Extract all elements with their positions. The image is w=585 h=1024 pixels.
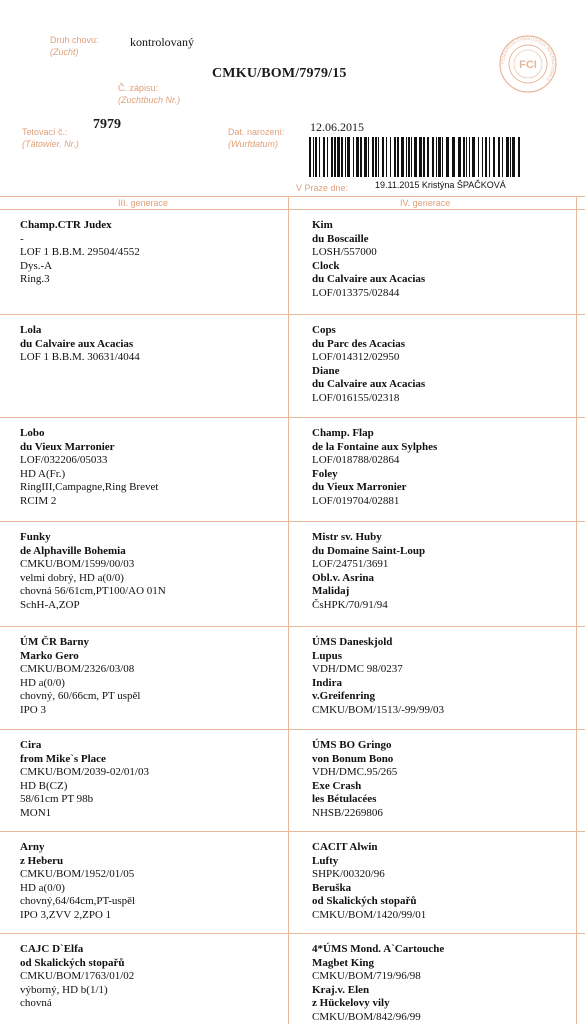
dog-detail-line: RingIII,Campagne,Ring Brevet (20, 481, 159, 493)
dog-name-line: CACIT Alwin (312, 841, 378, 853)
barcode-bar (419, 137, 422, 177)
dog-name-line: du Vieux Marronier (20, 440, 115, 453)
pedigree-cell-right (312, 943, 444, 1024)
dog-name-line: ÚMS BO Gringo (312, 739, 392, 751)
dog-name-line: du Parc des Acacias (312, 337, 405, 350)
pedigree-cell-left (20, 636, 140, 717)
pedigree-cell-left (20, 841, 135, 922)
place-date-signature: 19.11.2015 Kristýna ŠPAČKOVÁ (375, 180, 506, 190)
dog-detail-line: CMKU/BOM/2039-02/01/03 (20, 766, 149, 778)
dog-detail-line: MON1 (20, 806, 52, 819)
row-divider (0, 626, 585, 627)
barcode-bar (401, 137, 404, 177)
dog-name-line: Champ.CTR Judex (20, 219, 112, 231)
dog-name-line: Lobo (20, 427, 45, 439)
barcode-bar (466, 137, 467, 177)
generation-4-header: IV. generace (400, 198, 451, 208)
barcode-bar (498, 137, 500, 177)
reg-label (118, 82, 180, 106)
dog-name-line: Kim (312, 219, 333, 231)
dog-name-line: Marko Gero (20, 649, 79, 662)
dog-detail-line: LOF 1 B.B.M. 29504/4552 (20, 246, 140, 258)
dog-name-line: Lola (20, 324, 42, 336)
generation-3-header: III. generace (118, 198, 169, 208)
dog-detail-line: LOF/013375/02844 (312, 286, 400, 299)
pedigree-cell-right (312, 636, 444, 717)
dog-name-line: von Bonum Bono (312, 752, 394, 765)
reg-label-de: (Zuchtbuch Nr.) (118, 95, 181, 105)
dog-detail-line: NHSB/2269806 (312, 806, 383, 819)
dog-name-line: Clock (312, 259, 340, 272)
dog-name-line: z Heberu (20, 854, 64, 867)
pedigree-cell-right (312, 427, 437, 508)
dog-detail-line: LOF 1 B.B.M. 30631/4044 (20, 351, 140, 363)
barcode-bar (446, 137, 449, 177)
pedigree-cell-left (20, 531, 166, 612)
barcode-bar (438, 137, 441, 177)
barcode-bar (347, 137, 350, 177)
barcode-bar (394, 137, 396, 177)
barcode-bar (482, 137, 483, 177)
pedigree-cell-left (20, 739, 149, 820)
dog-detail-line: - (20, 232, 24, 245)
dog-name-line: Obl.v. Asrina (312, 571, 375, 584)
dog-name-line: v.Greifenring (312, 690, 376, 702)
dog-detail-line: IPO 3 (20, 703, 46, 716)
barcode-bar (315, 137, 317, 177)
barcode-bar (375, 137, 377, 177)
pedigree-cell-left (20, 427, 158, 508)
barcode-bar (390, 137, 391, 177)
dog-name-line: Kraj.v. Elen (312, 983, 370, 996)
birth-label (228, 126, 285, 150)
barcode-bar (319, 137, 320, 177)
dog-name-line: od Skalických stopařů (20, 956, 125, 969)
barcode-bar (408, 137, 410, 177)
row-divider (0, 521, 585, 522)
dog-name-line: Cira (20, 739, 42, 751)
dog-detail-line: HD a(0/0) (20, 881, 65, 894)
barcode-bar (472, 137, 475, 177)
dog-detail-line: LOF/019704/02881 (312, 494, 400, 507)
row-divider (0, 417, 585, 418)
barcode-bar (382, 137, 384, 177)
dog-name-line: Lupus (312, 649, 342, 662)
dog-name-line: Magbet King (312, 956, 375, 969)
dog-detail-line: LOF/016155/02318 (312, 391, 400, 404)
barcode-bar (309, 137, 311, 177)
barcode-bar (406, 137, 407, 177)
pedigree-cell-right (312, 324, 425, 405)
dog-detail-line: LOSH/557000 (312, 246, 377, 258)
tattoo-label-cs: Tetovací č.: (22, 127, 68, 137)
dog-detail-line: CMKU/BOM/2326/03/08 (20, 663, 135, 675)
birth-label-de: (Wurfdatum) (228, 139, 279, 149)
dog-detail-line: chovná (20, 997, 52, 1009)
right-border (576, 196, 577, 1024)
barcode-bar (518, 137, 520, 177)
dog-detail-line: CMKU/BOM/1599/00/03 (20, 558, 135, 570)
dog-detail-line: VDH/DMC 98/0237 (312, 663, 403, 675)
barcode-bar (427, 137, 429, 177)
dog-detail-line: LOF/018788/02864 (312, 454, 400, 466)
dog-name-line: du Boscaille (312, 232, 369, 245)
barcode-bar (469, 137, 470, 177)
birth-label-cs: Dat. narození: (228, 127, 285, 137)
barcode-bar (478, 137, 479, 177)
breed-label-cs: Druh chovu: (50, 35, 99, 45)
dog-detail-line: RCIM 2 (20, 494, 57, 507)
dog-name-line: de Alphaville Bohemia (20, 544, 126, 557)
fci-logo (498, 34, 558, 94)
barcode-bar (337, 137, 340, 177)
dog-detail-line: Dys.-A (20, 259, 53, 272)
barcode-bar (512, 137, 515, 177)
dog-detail-line: SchH-A,ZOP (20, 598, 80, 611)
pedigree-cell-right (312, 841, 426, 922)
row-divider (0, 314, 585, 315)
registration-number: CMKU/BOM/7979/15 (212, 66, 347, 81)
pedigree-cell-right (312, 739, 397, 820)
dog-name-line: Diane (312, 364, 340, 377)
barcode-bar (353, 137, 354, 177)
dog-name-line: de la Fontaine aux Sylphes (312, 440, 438, 453)
dog-detail-line: CMKU/BOM/1952/01/05 (20, 868, 135, 880)
dog-detail-line: velmi dobrý, HD a(0/0) (20, 571, 124, 584)
barcode-bar (378, 137, 379, 177)
dog-detail-line: LOF/24751/3691 (312, 558, 389, 570)
dog-detail-line: CMKU/BOM/1420/99/01 (312, 908, 427, 921)
dog-name-line: du Domaine Saint-Loup (312, 544, 426, 557)
pedigree-cell-left (20, 324, 140, 365)
dog-name-line: from Mike`s Place (20, 752, 106, 765)
dog-detail-line: CMKU/BOM/842/96/99 (312, 1010, 421, 1023)
tattoo-label-de: (Tätowier. Nr.) (22, 139, 79, 149)
dog-name-line: Foley (312, 467, 338, 480)
pedigree-cell-left (20, 219, 140, 287)
place-label: V Praze dne: (296, 183, 349, 193)
dog-name-line: du Calvaire aux Acacias (312, 378, 426, 390)
dog-name-line: Malidaj (312, 585, 350, 597)
dog-detail-line: HD A(Fr.) (20, 467, 66, 480)
breed-value: kontrolovaný (130, 35, 194, 49)
barcode-bar (364, 137, 367, 177)
barcode-bar (432, 137, 434, 177)
barcode-bar (386, 137, 387, 177)
barcode-bar (411, 137, 412, 177)
dog-detail-line: chovná 56/61cm,PT100/AO 01N (20, 585, 166, 597)
dog-detail-line: SHPK/00320/96 (312, 868, 385, 880)
dog-detail-line: CMKU/BOM/1513/-99/99/03 (312, 703, 445, 716)
dog-detail-line: chovný,64/64cm,PT-uspěl (20, 895, 136, 907)
barcode-bar (458, 137, 461, 177)
barcode-bar (442, 137, 443, 177)
barcode-bar (368, 137, 369, 177)
row-divider (0, 729, 585, 730)
barcode-bar (372, 137, 374, 177)
row-divider (0, 933, 585, 934)
dog-detail-line: IPO 3,ZVV 2,ZPO 1 (20, 908, 112, 921)
dog-detail-line: Ring.3 (20, 273, 50, 285)
dog-detail-line: HD a(0/0) (20, 676, 65, 689)
barcode-bar (506, 137, 509, 177)
tattoo-number: 7979 (93, 117, 121, 132)
barcode-bar (360, 137, 362, 177)
barcode-bar (331, 137, 333, 177)
dog-detail-line: ČsHPK/70/91/94 (312, 598, 388, 611)
dog-detail-line: výborný, HD b(1/1) (20, 983, 108, 996)
dog-name-line: Lufty (312, 854, 339, 867)
barcode-bar (397, 137, 399, 177)
dog-name-line: Funky (20, 531, 51, 543)
dog-name-line: Indira (312, 676, 342, 689)
dog-name-line: z Hückelovy vily (312, 997, 390, 1009)
barcode-bar (327, 137, 328, 177)
reg-label-cs: Č. zápisu: (118, 83, 159, 93)
barcode-bar (313, 137, 314, 177)
dog-detail-line: CMKU/BOM/719/96/98 (312, 970, 421, 982)
barcode-bar (323, 137, 325, 177)
barcode-bar (493, 137, 495, 177)
pedigree-cell-right (312, 219, 425, 300)
dog-detail-line: chovný, 60/66cm, PT uspěl (20, 690, 141, 702)
table-top-line (0, 196, 585, 197)
pedigree-cell-right (312, 531, 425, 612)
barcode-bar (510, 137, 511, 177)
dog-detail-line: LOF/014312/02950 (312, 351, 400, 363)
barcode-bar (502, 137, 503, 177)
dog-name-line: du Calvaire aux Acacias (20, 337, 134, 350)
generation-header-line (0, 209, 585, 210)
dog-name-line: Mistr sv. Huby (312, 531, 382, 543)
breed-label-de: (Zucht) (50, 47, 79, 57)
tattoo-label (22, 126, 79, 150)
birth-date: 12.06.2015 (310, 120, 364, 134)
dog-name-line: du Calvaire aux Acacias (312, 273, 426, 285)
logo-ring-text: FÉDÉRATION CYNOLOGIQUE INTERNATIONALE (499, 35, 557, 83)
logo-text: FCI (519, 59, 537, 71)
dog-detail-line: CMKU/BOM/1763/01/02 (20, 970, 135, 982)
column-divider (288, 196, 289, 1024)
dog-detail-line: HD B(CZ) (20, 779, 68, 792)
barcode-bar (452, 137, 455, 177)
dog-name-line: CAJC D`Elfa (20, 943, 84, 955)
barcode-bar (489, 137, 490, 177)
dog-name-line: Beruška (312, 881, 352, 894)
dog-name-line: ÚM ČR Barny (20, 636, 90, 648)
dog-name-line: les Bétulacées (312, 793, 377, 805)
dog-name-line: Champ. Flap (312, 427, 374, 439)
dog-detail-line: VDH/DMC.95/265 (312, 766, 398, 778)
barcode-bar (341, 137, 343, 177)
barcode-bar (423, 137, 425, 177)
dog-name-line: 4*ÚMS Mond. A`Cartouche (312, 943, 445, 955)
dog-detail-line: LOF/032206/05033 (20, 454, 108, 466)
barcode-bar (345, 137, 346, 177)
barcode-bar (485, 137, 487, 177)
barcode-bar (414, 137, 417, 177)
barcode-bar (436, 137, 437, 177)
barcode (309, 137, 521, 177)
dog-name-line: du Vieux Marronier (312, 481, 407, 493)
dog-name-line: Cops (312, 324, 336, 336)
barcode-bar (356, 137, 359, 177)
dog-name-line: Arny (20, 841, 45, 853)
pedigree-cell-left (20, 943, 134, 1011)
row-divider (0, 831, 585, 832)
dog-name-line: Exe Crash (312, 779, 362, 792)
dog-name-line: od Skalických stopařů (312, 895, 417, 907)
breed-label (50, 34, 99, 58)
barcode-bar (334, 137, 336, 177)
dog-detail-line: 58/61cm PT 98b (20, 793, 94, 805)
dog-name-line: ÚMS Daneskjold (312, 636, 393, 648)
barcode-bar (463, 137, 465, 177)
